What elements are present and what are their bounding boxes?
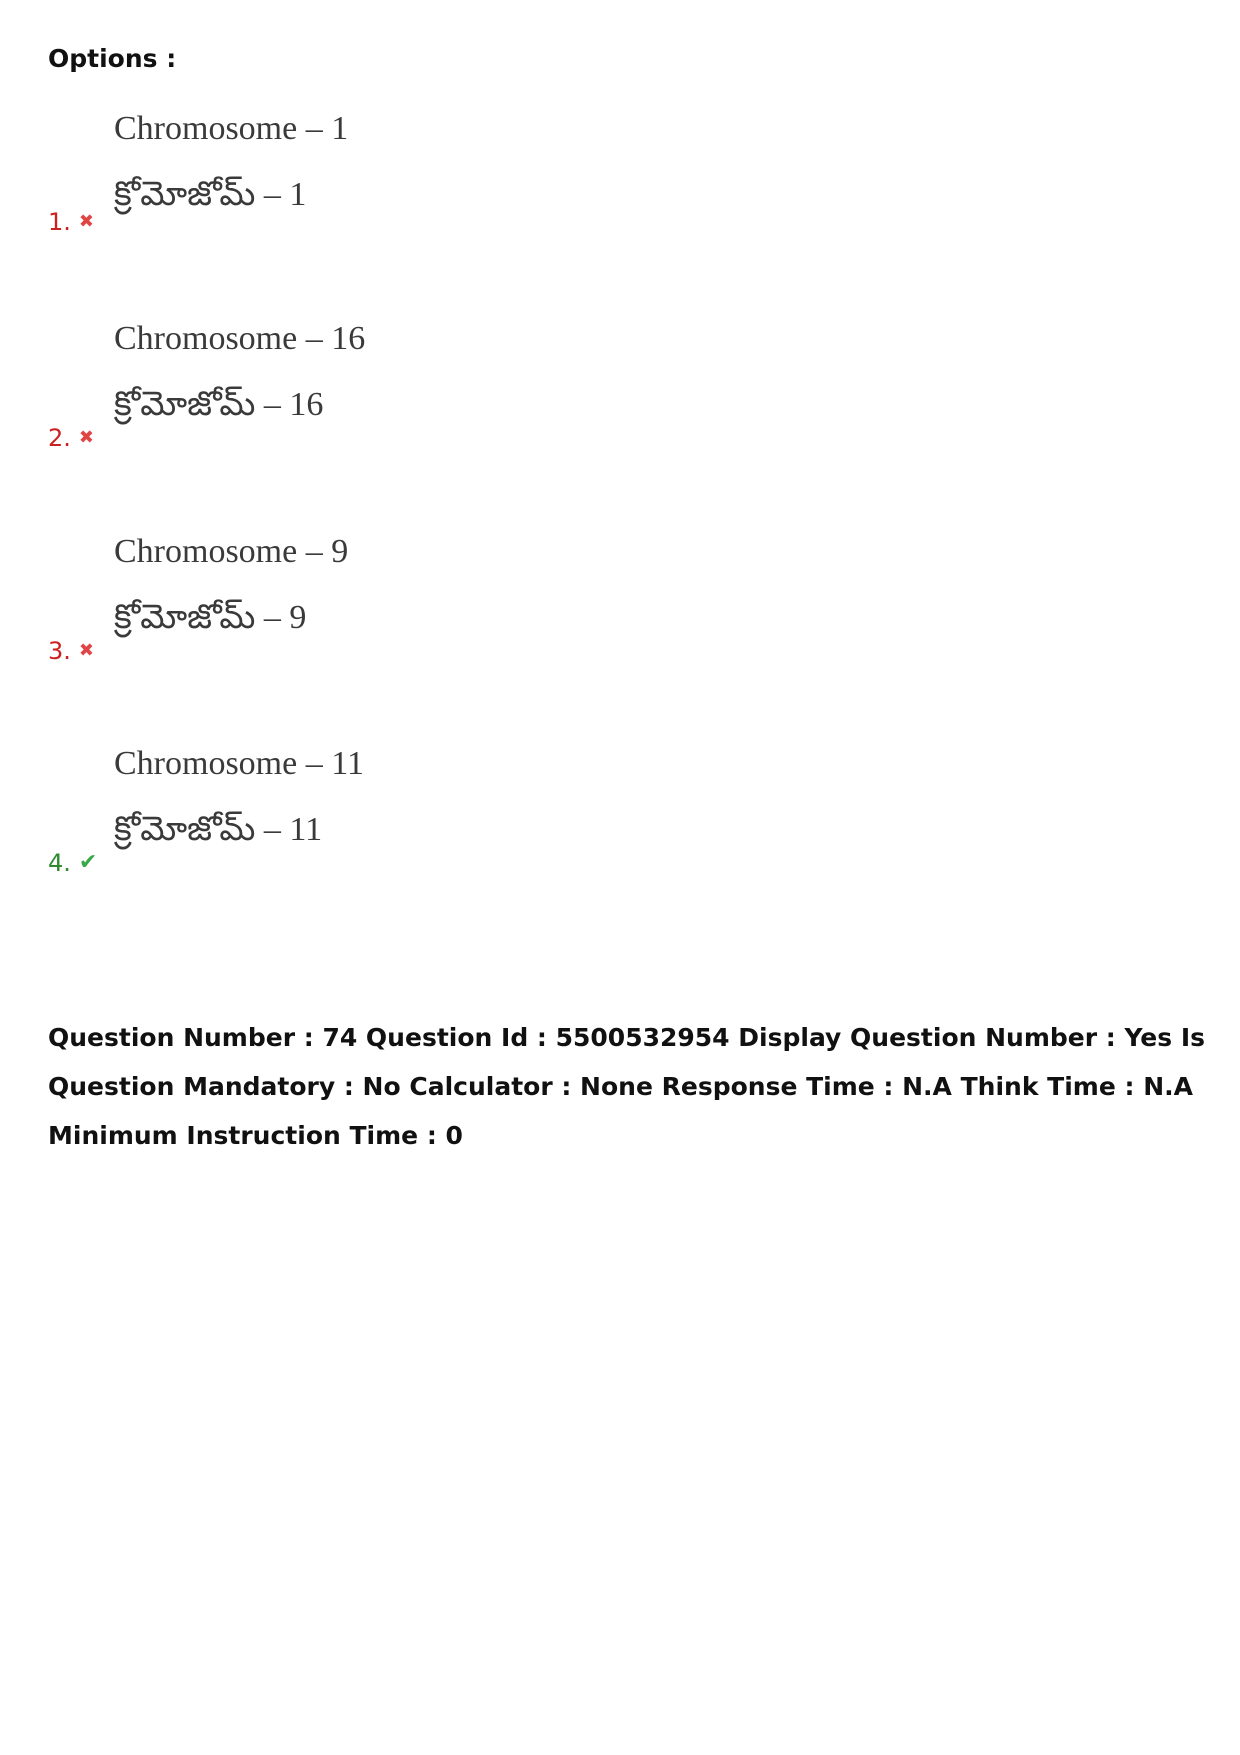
option-3-number: 3. [48,637,71,665]
option-3 [48,533,648,683]
option-3-english: Chromosome – 9 [114,533,349,570]
cross-icon: ✖ [78,640,94,661]
check-icon: ✔ [78,850,98,875]
option-4-marker [48,849,97,877]
option-1-english: Chromosome – 1 [114,110,349,147]
option-4-number: 4. [48,849,71,877]
option-2 [48,320,648,470]
option-4 [48,745,648,895]
option-2-telugu: క్రోమోజోమ్ – 16 [114,386,324,423]
option-1-telugu: క్రోమోజోమ్ – 1 [114,176,307,213]
option-3-image [114,533,454,653]
question-metadata: Question Number : 74 Question Id : 5500532954 Display Question Number : Yes Is Question Mandatory : No Calculator : None Response Time : N.A Think Time : N.A Minimum Instruction Time : 0 [48,1023,1206,1150]
options-label: Options : [48,44,177,73]
option-4-image [114,745,454,865]
option-4-telugu: క్రోమోజోమ్ – 11 [114,811,323,848]
option-1-marker [48,208,94,236]
option-1-image [114,110,454,230]
option-2-marker [48,424,94,452]
cross-icon: ✖ [78,427,94,448]
option-2-english: Chromosome – 16 [114,320,366,357]
option-4-english: Chromosome – 11 [114,745,364,782]
option-2-image [114,320,454,440]
option-2-number: 2. [48,424,71,452]
option-3-telugu: క్రోమోజోమ్ – 9 [114,599,307,636]
option-1-number: 1. [48,208,71,236]
option-1 [48,110,648,260]
option-3-marker [48,637,94,665]
cross-icon: ✖ [78,211,94,232]
